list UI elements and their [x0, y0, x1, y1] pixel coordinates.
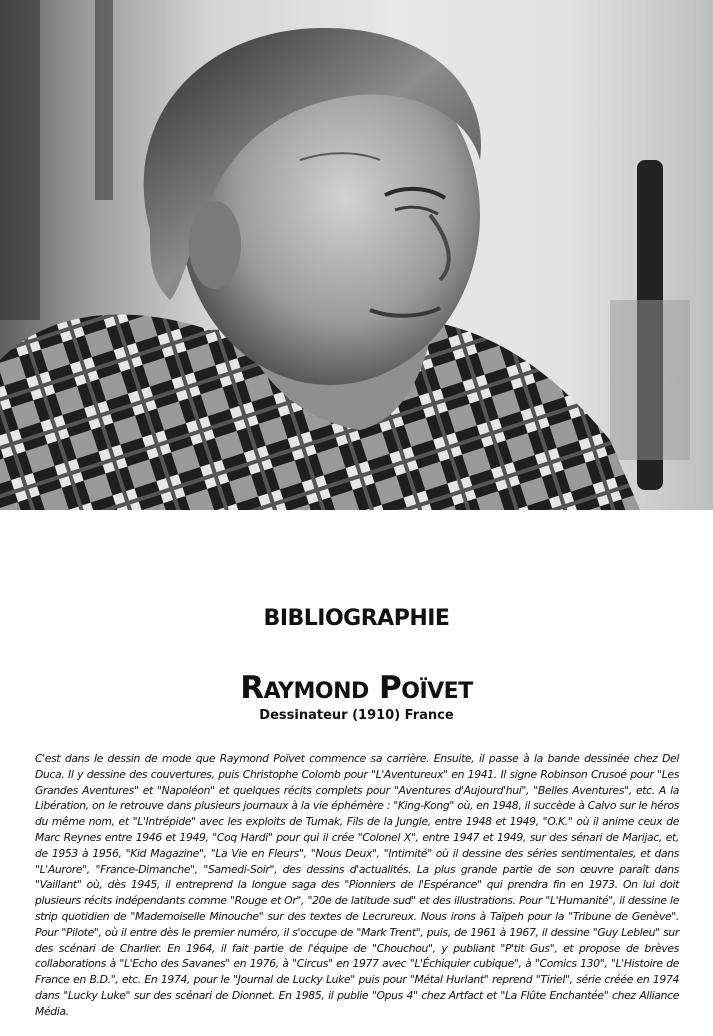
portrait-photo: [0, 0, 713, 510]
section-heading: BIBLIOGRAPHIE: [263, 606, 450, 631]
biography-paragraph: C'est dans le dessin de mode que Raymond Poïvet commence sa carrière. Ensuite, il passe à la bande dessinée chez Del Duca. Il y dessine des couvertures, puis Christophe Colomb pour "L'Aventureux" en 1941. Il signe Robinson Crusoé pour "Les Grandes Aventures" et "Napoléon" et quelques récits complets pour "Aventures d'Aujourd'hui", "Belles Aventures", etc. A la Libération, on le retrouve dans plusieurs journaux à la vie éphémère : "King-Kong" où, en 1948, il succède à Calvo sur le héros du même nom, et "L'Intrépide" avec les exploits de Tumak, Fils de la Jungle, entre 1948 et 1949, "O.K." où il anime ceux de Marc Reynes entre 1946 et 1949, "Coq Hardi" pour qui il crée "Colonel X", entre 1947 et 1949, sur des sénari de Marijac, et, de 1953 à 1956, "Kid Magazine", "La Vie en Fleurs", "Nous Deux", "Intimité" où il dessine des séries sentimentales, et dans "L'Aurore", "France-Dimanche", "Samedi-Soir", des dessins d'actualités. La plus grande partie de son œuvre paraît dans "Vaillant" où, dès 1945, il entreprend la longue saga des "Pionniers de l'Espérance" qui prendra fin en 1973. On lui doit plusieurs récits indépendants comme "Rouge et Or", "20e de latitude sud" et des illustrations. Pour "L'Humanité", il dessine le strip quotidien de "Mademoiselle Minouche" sur des textes de Lecrureux. Nous irons à Taïpeh pour la "Tribune de Genève". Pour "Pilote", où il entre dès le premier numéro, il s'occupe de "Mark Trent", puis, de 1961 à 1967, il dessine "Guy Lebleu" sur des scénari de Charlier. En 1964, il fait partie de l'équipe de "Chouchou", y publiant "P'tit Gus", et propose de brèves collaborations à "L'Echo des Savanes" en 1976, à "Circus" en 1977 avec "L'Échiquier cubique", à "Comics 130", "L'Histoire de France en B.D.", etc. En 1974, pour le "Journal de Lucky Luke" puis pour "Métal Hurlant" reprend "Tiriel", série créée en 1974 dans "Lucky Luke" sur des scénari de Dionnet. En 1985, il publie "Opus 4" chez Artfact et "La Flûte Enchantée" chez Alliance Média.: [35, 752, 679, 1018]
portrait-illustration: [0, 0, 713, 510]
artist-subtitle: Dessinateur (1910) France: [259, 708, 454, 723]
artist-name: Raymond Poïvet: [240, 670, 473, 706]
